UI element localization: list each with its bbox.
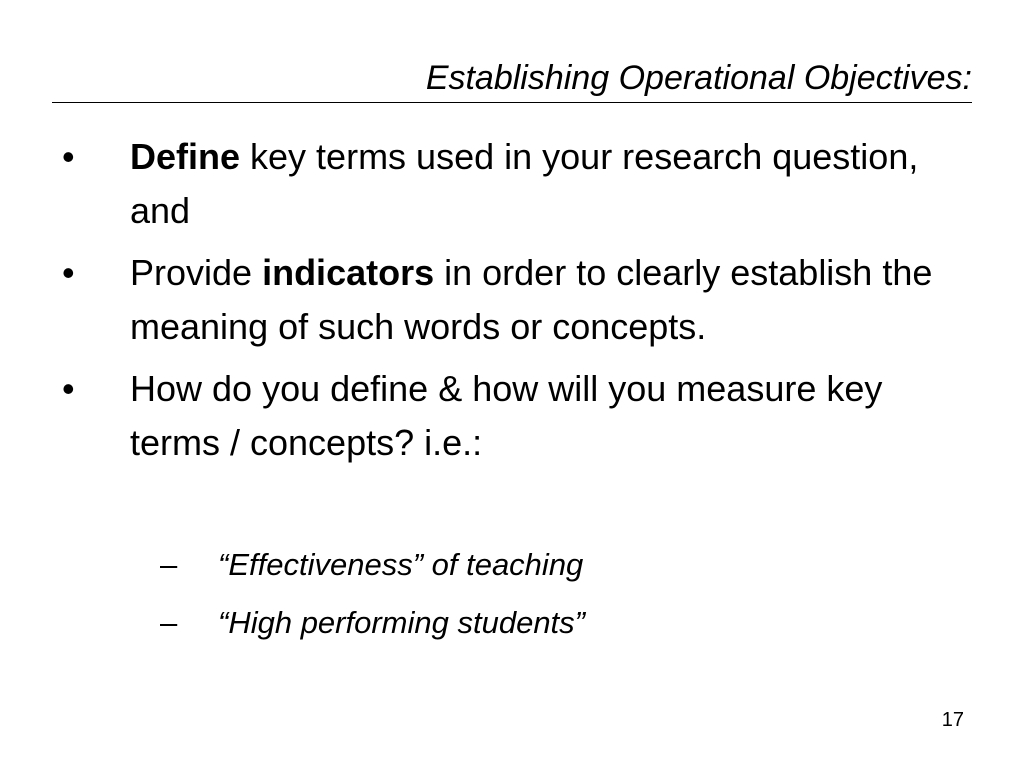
- bullet-list: [0, 130, 1024, 478]
- bullet-text: [130, 252, 932, 347]
- sub-item-high-performing: [0, 594, 1024, 652]
- bold-term-define: Define: [130, 136, 241, 177]
- dash-marker: –: [160, 605, 178, 640]
- bullet-item-define: [0, 130, 950, 238]
- title-divider: [52, 102, 972, 103]
- slide-title: Establishing Operational Objectives:: [425, 59, 972, 97]
- sub-item-effectiveness: [0, 536, 1024, 594]
- bullet-text: [130, 136, 918, 231]
- bullet-text-rest: key terms used in your research question, and: [130, 136, 919, 231]
- sub-item-text: “Effectiveness” of teaching: [218, 547, 584, 582]
- bullet-item-indicators: [0, 246, 950, 354]
- bullet-item-measure: [0, 362, 950, 470]
- bullet-text-lead: Provide: [130, 252, 263, 293]
- bullet-text-rest: in order to clearly establish the meaning of such words or concepts.: [130, 252, 933, 347]
- sub-item-list: [0, 536, 1024, 652]
- sub-item-text: “High performing students”: [218, 605, 585, 640]
- bullet-marker: •: [62, 368, 75, 409]
- dash-marker: –: [160, 547, 178, 582]
- bullet-marker: •: [62, 252, 75, 293]
- bold-term-indicators: indicators: [262, 252, 435, 293]
- bullet-text: How do you define & how will you measure key terms / concepts? i.e.:: [130, 368, 883, 463]
- page-number: 17: [941, 709, 964, 731]
- bullet-marker: •: [62, 136, 75, 177]
